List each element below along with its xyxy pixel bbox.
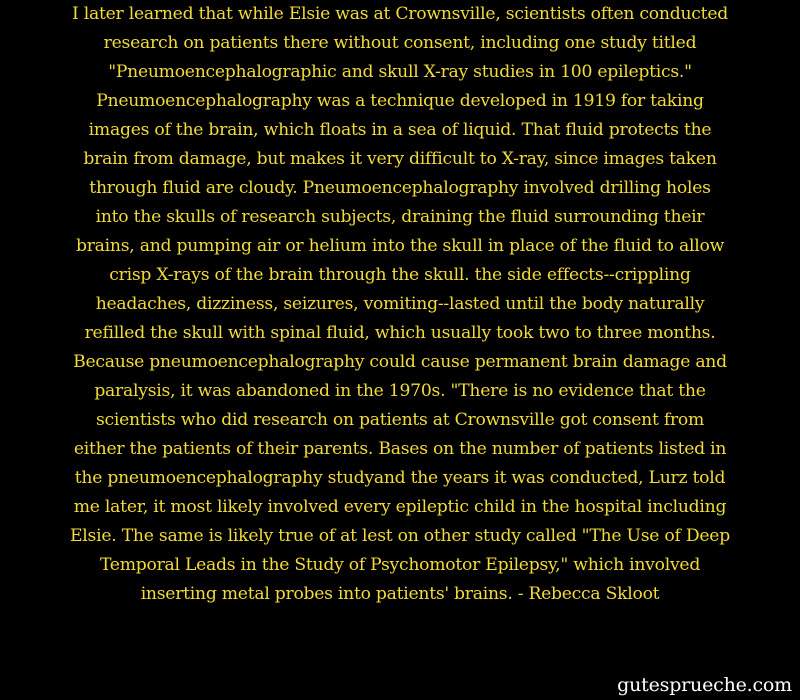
quote-line: headaches, dizziness, seizures, vomiting--lasted until the body naturally — [95, 294, 705, 314]
quote-line: brains, and pumping air or helium into the skull in place of the fluid to allow — [75, 236, 725, 256]
quote-line: "Pneumoencephalographic and skull X-ray studies in 100 epileptics." — [108, 62, 692, 82]
quote-line: through fluid are cloudy. Pneumoencephalography involved drilling holes — [89, 178, 711, 198]
quote-line: crisp X-rays of the brain through the skull. the side effects--crippling — [109, 265, 691, 285]
quote-line: Temporal Leads in the Study of Psychomotor Epilepsy," which involved — [99, 555, 701, 575]
quote-line: brain from damage, but makes it very difficult to X-ray, since images taken — [83, 149, 717, 169]
quote-line: paralysis, it was abandoned in the 1970s. "There is no evidence that the — [94, 381, 706, 401]
watermark-link[interactable]: gutesprueche.com — [617, 674, 792, 696]
quote-line: refilled the skull with spinal fluid, which usually took two to three months. — [84, 323, 716, 343]
quote-line: scientists who did research on patients at Crownsville got consent from — [95, 410, 705, 430]
quote-line: I later learned that while Elsie was at Crownsville, scientists often conducted — [71, 4, 728, 24]
quote-line: into the skulls of research subjects, draining the fluid surrounding their — [95, 207, 705, 227]
quote-line: either the patients of their parents. Bases on the number of patients listed in — [73, 439, 727, 459]
quote-line: Because pneumoencephalography could cause permanent brain damage and — [73, 352, 727, 372]
quote-line: research on patients there without consent, including one study titled — [103, 33, 697, 53]
quote-line: the pneumoencephalography studyand the years it was conducted, Lurz told — [74, 468, 726, 488]
quote-line: images of the brain, which floats in a sea of liquid. That fluid protects the — [88, 120, 712, 140]
quote-line: Pneumoencephalography was a technique developed in 1919 for taking — [96, 91, 704, 111]
quote-line: me later, it most likely involved every epileptic child in the hospital including — [73, 497, 727, 517]
quote-line: inserting metal probes into patients' brains. - Rebecca Skloot — [140, 584, 660, 604]
quote-line: Elsie. The same is likely true of at lest on other study called "The Use of Deep — [70, 526, 730, 546]
